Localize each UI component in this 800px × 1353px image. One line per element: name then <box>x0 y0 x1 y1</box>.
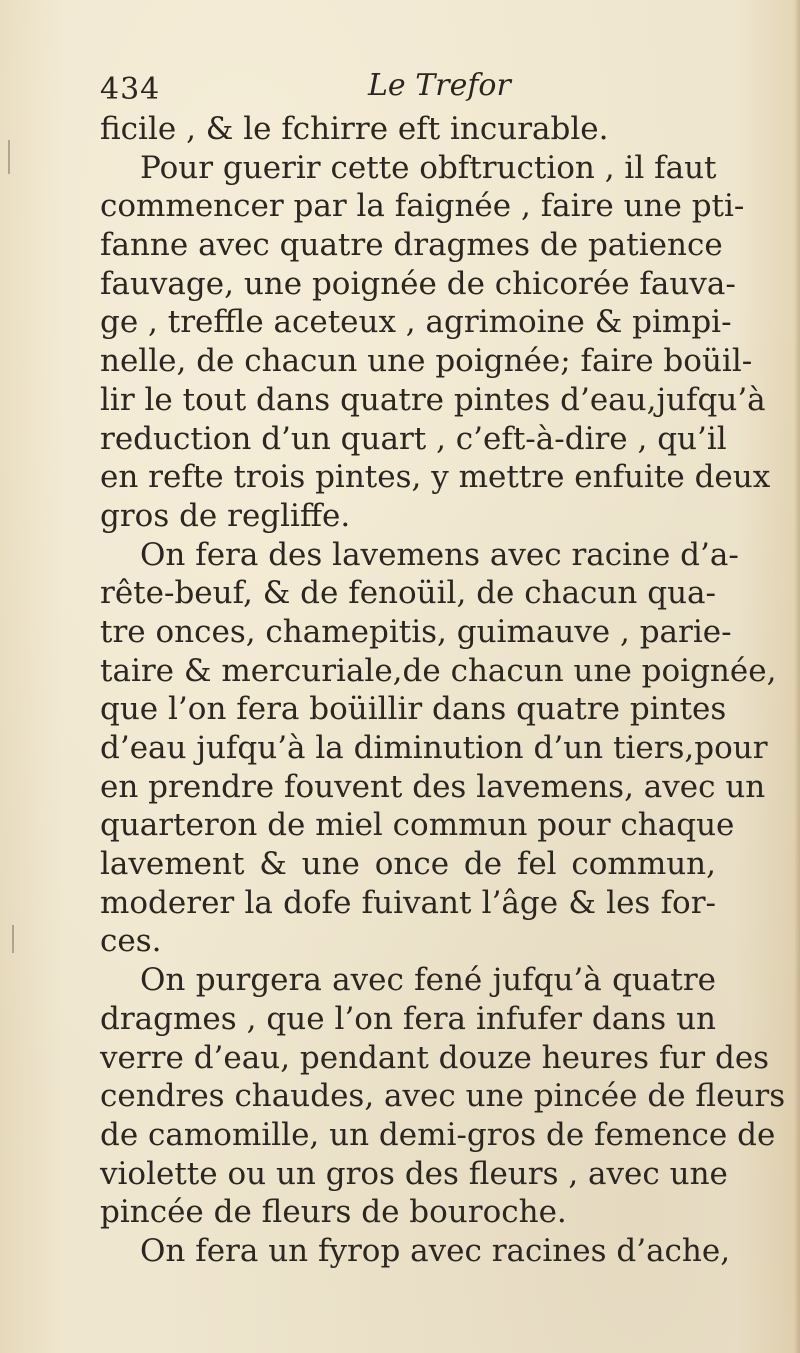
text-line: ficile , & le fchirre eft incurable. <box>100 111 609 147</box>
text-line: reduction d’un quart , c’eft-à-dire , qu’il <box>100 420 727 457</box>
text-line: gros de regliffe. <box>100 497 351 534</box>
margin-mark <box>8 140 10 174</box>
text-line: On fera des lavemens avec racine d’a- <box>140 536 739 573</box>
text-line: fanne avec quatre dragmes de patience <box>100 227 723 264</box>
text-line: On purgera avec fené jufqu’à quatre <box>140 962 716 999</box>
text-line: moderer la dofe fuivant l’âge & les for- <box>100 884 716 921</box>
text-line: taire & mercuriale,de chacun une poignée, <box>100 652 777 689</box>
text-line: commencer par la faignée , faire une pti- <box>100 188 745 225</box>
text-line: en prendre fouvent des lavemens, avec un <box>100 768 766 805</box>
page-number: 434 <box>100 72 161 107</box>
text-line: rête-beuf, & de fenoüil, de chacun qua- <box>100 575 716 612</box>
text-line: que l’on fera boüillir dans quatre pintes <box>100 691 727 728</box>
text-line: lavement & une once de fel commun, <box>100 846 716 883</box>
text-line: verre d’eau, pendant douze heures fur des <box>100 1039 770 1076</box>
text-line: fauvage, une poignée de chicorée fauva- <box>100 265 736 302</box>
text-line: cendres chaudes, avec une pincée de fleurs <box>100 1078 786 1115</box>
body-text <box>100 110 786 1310</box>
text-line: lir le tout dans quatre pintes d’eau,jufqu’à <box>100 381 766 418</box>
text-line: dragmes , que l’on fera infufer dans un <box>100 1000 716 1037</box>
text-line: tre onces, chamepitis, guimauve , parie- <box>100 613 732 650</box>
text-line: d’eau jufqu’à la diminution d’un tiers,pour <box>100 730 768 766</box>
text-line: violette ou un gros des fleurs , avec une <box>100 1155 728 1192</box>
text-line: de camomille, un demi-gros de femence de <box>100 1116 776 1153</box>
text-line: quarteron de miel commun pour chaque <box>100 807 735 844</box>
running-head: Le Trefor <box>368 68 511 103</box>
page-header <box>100 68 720 112</box>
page-edge-shadow <box>794 0 800 1353</box>
text-line: pincée de fleurs de bouroche. <box>100 1194 567 1231</box>
text-line: Pour guerir cette obftruction , il faut <box>140 149 717 186</box>
text-line: en refte trois pintes, y mettre enfuite deux <box>100 459 771 496</box>
text-line: On fera un fyrop avec racines d’ache, <box>140 1232 731 1269</box>
text-line: ces. <box>100 923 162 960</box>
text-line: nelle, de chacun une poignée; faire boüil- <box>100 343 753 380</box>
margin-mark <box>12 925 14 953</box>
text-line: ge , treffle aceteux , agrimoine & pimpi- <box>100 304 732 341</box>
